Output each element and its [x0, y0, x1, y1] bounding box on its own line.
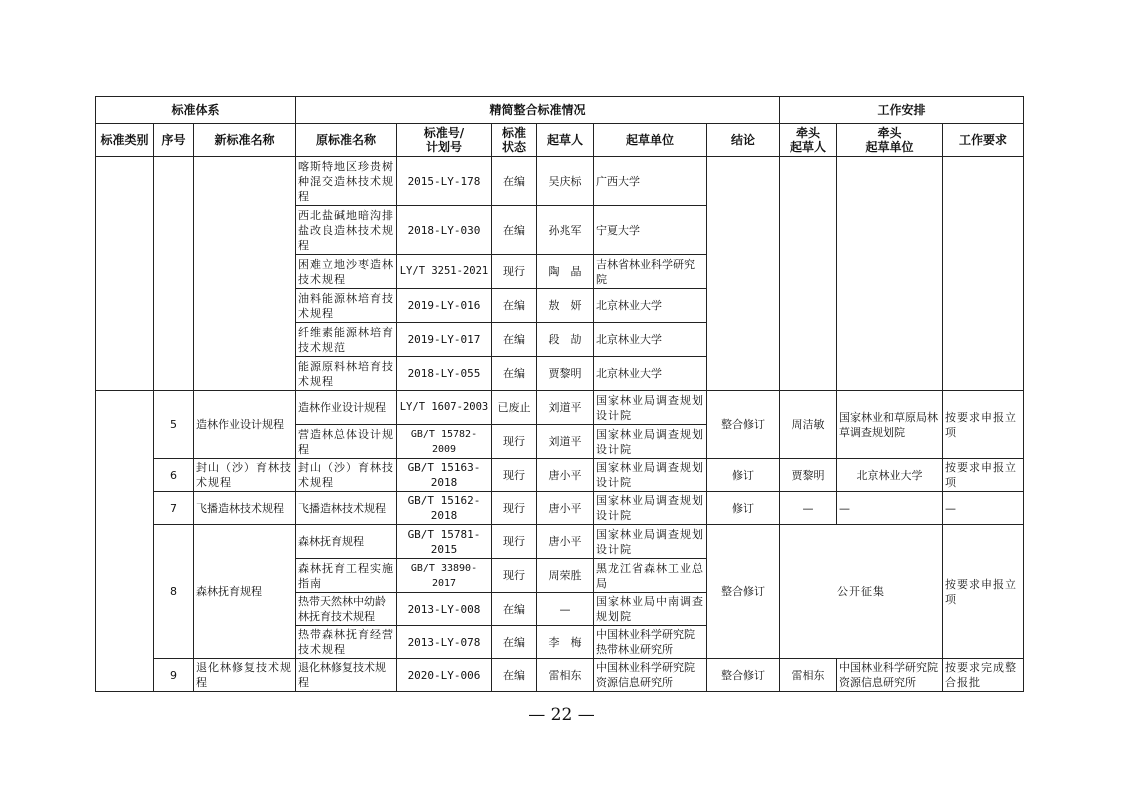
cell-std-number: 2018-LY-030: [397, 206, 492, 255]
cell-orig-name: 森林抚育规程: [296, 525, 397, 559]
cell-drafter: 唐小平: [537, 525, 594, 559]
standards-table: [95, 96, 1024, 692]
cell-orig-name: 退化林修复技术规程: [296, 659, 397, 692]
cell-requirement: —: [943, 492, 1024, 525]
cell-std-number: 2013-LY-078: [397, 626, 492, 659]
cell-lead-unit: 国家林业和草原局林草调查规划院: [837, 391, 943, 459]
cell-unit: 吉林省林业科学研究院: [594, 255, 707, 289]
cell-unit: 中国林业科学研究院热带林业研究所: [594, 626, 707, 659]
page-number: — 22 —: [528, 705, 595, 725]
cell-status: 在编: [492, 626, 537, 659]
cell-seq: 5: [154, 391, 194, 459]
col-header-drafter: 起草人: [537, 124, 594, 157]
cell-std-number: 2020-LY-006: [397, 659, 492, 692]
group-header-system: 标准体系: [96, 97, 296, 124]
cell-unit: 国家林业局中南调查规划院: [594, 593, 707, 626]
group-header-streamline: 精简整合标准情况: [296, 97, 780, 124]
col-header-new-name: 新标准名称: [194, 124, 296, 157]
cell-lead: —: [780, 492, 837, 525]
cell-unit: 中国林业科学研究院资源信息研究所: [594, 659, 707, 692]
cell-status: 现行: [492, 559, 537, 593]
col-header-orig-name: 原标准名称: [296, 124, 397, 157]
cell-unit: 宁夏大学: [594, 206, 707, 255]
cell-lead-unit: 中国林业科学研究院资源信息研究所: [837, 659, 943, 692]
cell-seq: 6: [154, 459, 194, 492]
cell-status: 在编: [492, 659, 537, 692]
cell-lead: [780, 157, 837, 391]
cell-unit: 国家林业局调查规划设计院: [594, 425, 707, 459]
cell-drafter: 唐小平: [537, 459, 594, 492]
col-header-seq: 序号: [154, 124, 194, 157]
cell-drafter: 贾黎明: [537, 357, 594, 391]
table-row: [96, 659, 1024, 692]
cell-unit: 广西大学: [594, 157, 707, 206]
cell-new-name: [194, 157, 296, 391]
cell-conclusion: 整合修订: [707, 391, 780, 459]
cell-status: 在编: [492, 157, 537, 206]
cell-drafter: 刘道平: [537, 391, 594, 425]
cell-drafter: 孙兆军: [537, 206, 594, 255]
cell-drafter: 陶 晶: [537, 255, 594, 289]
cell-unit: 国家林业局调查规划设计院: [594, 492, 707, 525]
cell-unit: 国家林业局调查规划设计院: [594, 391, 707, 425]
cell-new-name: 造林作业设计规程: [194, 391, 296, 459]
cell-status: 在编: [492, 289, 537, 323]
cell-new-name: 封山（沙）育林技术规程: [194, 459, 296, 492]
cell-orig-name: 飞播造林技术规程: [296, 492, 397, 525]
cell-seq: [154, 157, 194, 391]
cell-orig-name: 森林抚育工程实施指南: [296, 559, 397, 593]
cell-std-number: LY/T 1607-2003: [397, 391, 492, 425]
cell-drafter: 唐小平: [537, 492, 594, 525]
cell-drafter: 段 劼: [537, 323, 594, 357]
cell-status: 现行: [492, 525, 537, 559]
cell-orig-name: 纤维素能源林培育技术规范: [296, 323, 397, 357]
cell-orig-name: 封山（沙）育林技术规程: [296, 459, 397, 492]
cell-drafter: 周荣胜: [537, 559, 594, 593]
cell-lead: 贾黎明: [780, 459, 837, 492]
cell-std-number: 2019-LY-016: [397, 289, 492, 323]
cell-status: 在编: [492, 357, 537, 391]
cell-drafter: 吴庆标: [537, 157, 594, 206]
cell-requirement: 按要求申报立项: [943, 391, 1024, 459]
header-group-row: [96, 97, 1024, 124]
col-header-unit: 起草单位: [594, 124, 707, 157]
cell-requirement: [943, 157, 1024, 391]
cell-drafter: 刘道平: [537, 425, 594, 459]
cell-category: [96, 157, 154, 391]
col-header-lead-unit: 牵头 起草单位: [837, 124, 943, 157]
cell-new-name: 森林抚育规程: [194, 525, 296, 659]
cell-std-number: GB/T 33890-2017: [397, 559, 492, 593]
cell-requirement: 按要求申报立项: [943, 459, 1024, 492]
cell-new-name: 退化林修复技术规程: [194, 659, 296, 692]
cell-std-number: GB/T 15782-2009: [397, 425, 492, 459]
col-header-category: 标准类别: [96, 124, 154, 157]
cell-drafter: 雷相东: [537, 659, 594, 692]
cell-std-number: GB/T 15781-2015: [397, 525, 492, 559]
cell-seq: 7: [154, 492, 194, 525]
col-header-conclusion: 结论: [707, 124, 780, 157]
cell-drafter: 李 梅: [537, 626, 594, 659]
cell-std-number: GB/T 15162-2018: [397, 492, 492, 525]
cell-orig-name: 热带天然林中幼龄林抚育技术规程: [296, 593, 397, 626]
cell-orig-name: 困难立地沙枣造林技术规程: [296, 255, 397, 289]
table-row: [96, 157, 1024, 206]
col-header-lead: 牵头 起草人: [780, 124, 837, 157]
cell-orig-name: 喀斯特地区珍贵树种混交造林技术规程: [296, 157, 397, 206]
cell-lead-merged: 公开征集: [780, 525, 943, 659]
cell-std-number: 2019-LY-017: [397, 323, 492, 357]
cell-orig-name: 西北盐碱地暗沟排盐改良造林技术规程: [296, 206, 397, 255]
cell-unit: 国家林业局调查规划设计院: [594, 459, 707, 492]
cell-lead: 雷相东: [780, 659, 837, 692]
cell-status: 现行: [492, 425, 537, 459]
cell-seq: 8: [154, 525, 194, 659]
cell-lead-unit: 北京林业大学: [837, 459, 943, 492]
cell-status: 现行: [492, 255, 537, 289]
cell-status: 在编: [492, 593, 537, 626]
cell-requirement: 按要求完成整合报批: [943, 659, 1024, 692]
cell-new-name: 飞播造林技术规程: [194, 492, 296, 525]
cell-unit: 黑龙江省森林工业总局: [594, 559, 707, 593]
cell-orig-name: 能源原料林培育技术规程: [296, 357, 397, 391]
cell-orig-name: 营造林总体设计规程: [296, 425, 397, 459]
cell-status: 现行: [492, 492, 537, 525]
cell-std-number: GB/T 15163-2018: [397, 459, 492, 492]
cell-unit: 北京林业大学: [594, 289, 707, 323]
cell-conclusion: 修订: [707, 459, 780, 492]
table-row: [96, 492, 1024, 525]
cell-unit: 北京林业大学: [594, 323, 707, 357]
cell-orig-name: 油料能源林培育技术规程: [296, 289, 397, 323]
header-column-row: [96, 124, 1024, 157]
cell-conclusion: 整合修订: [707, 659, 780, 692]
col-header-status: 标准 状态: [492, 124, 537, 157]
cell-conclusion: 整合修订: [707, 525, 780, 659]
cell-drafter: 敖 妍: [537, 289, 594, 323]
table-row: [96, 525, 1024, 559]
cell-lead: 周洁敏: [780, 391, 837, 459]
cell-conclusion: 修订: [707, 492, 780, 525]
cell-status: 已废止: [492, 391, 537, 425]
cell-category: [96, 391, 154, 692]
cell-status: 现行: [492, 459, 537, 492]
cell-status: 在编: [492, 323, 537, 357]
cell-unit: 北京林业大学: [594, 357, 707, 391]
cell-orig-name: 热带森林抚育经营技术规程: [296, 626, 397, 659]
cell-status: 在编: [492, 206, 537, 255]
cell-drafter: —: [537, 593, 594, 626]
cell-lead-unit: —: [837, 492, 943, 525]
col-header-requirement: 工作要求: [943, 124, 1024, 157]
cell-lead-unit: [837, 157, 943, 391]
cell-requirement: 按要求申报立项: [943, 525, 1024, 659]
cell-std-number: 2015-LY-178: [397, 157, 492, 206]
table-row: [96, 391, 1024, 425]
cell-orig-name: 造林作业设计规程: [296, 391, 397, 425]
cell-conclusion: [707, 157, 780, 391]
cell-unit: 国家林业局调查规划设计院: [594, 525, 707, 559]
cell-std-number: 2018-LY-055: [397, 357, 492, 391]
col-header-std-number: 标准号/ 计划号: [397, 124, 492, 157]
table-row: [96, 459, 1024, 492]
cell-std-number: LY/T 3251-2021: [397, 255, 492, 289]
group-header-work-plan: 工作安排: [780, 97, 1024, 124]
cell-std-number: 2013-LY-008: [397, 593, 492, 626]
cell-seq: 9: [154, 659, 194, 692]
